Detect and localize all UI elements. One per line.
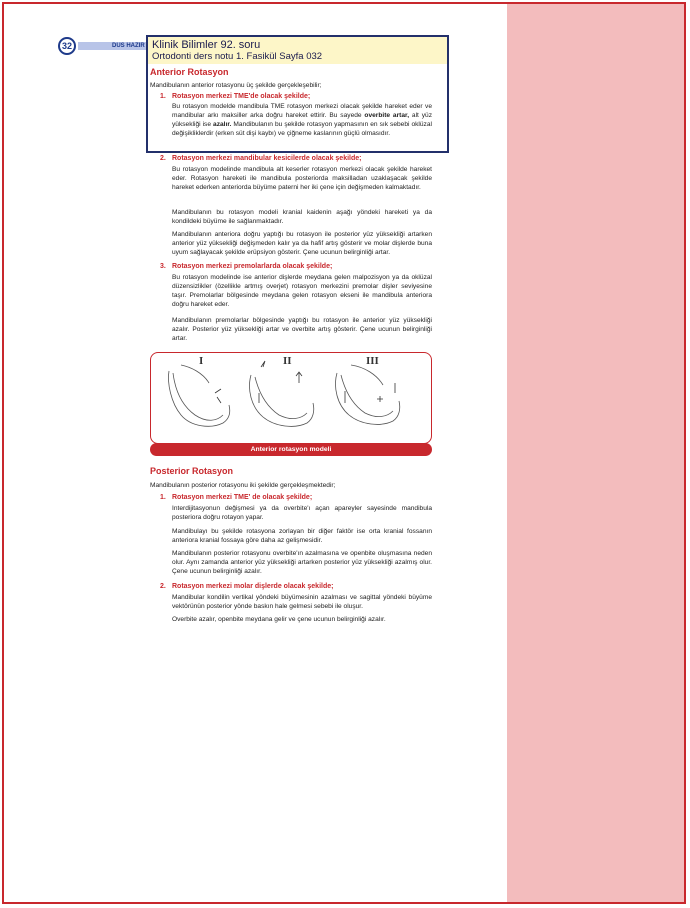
paragraph: Overbite azalır, openbite meydana gelir ve çene ucunun belirginliği azalır. — [172, 616, 386, 623]
anterior-rotation-figure — [150, 352, 432, 444]
paragraph: Mandibulanın bu rotasyon modeli kranial kaidenin aşağı yöndeki hareketi ya da kondildeki büyüme ile sağlanmaktadır. — [172, 209, 432, 225]
figure-label-2: II — [283, 355, 292, 367]
anterior-intro: Mandibulanın anterior rotasyonu üç şekilde gerçekleşebilir; — [150, 82, 322, 89]
posterior-intro: Mandibulanın posterior rotasyonu iki şekilde gerçekleşmektedir; — [150, 482, 336, 489]
item-heading: Rotasyon merkezi molar dişlerde olacak şekilde; — [172, 583, 334, 590]
paragraph: Mandibulanın anteriora doğru yaptığı bu rotasyon ile posterior yüz yüksekliği artarken anterior yüz yüksekliği değişmeden kalır ya da hafif artış gösterir ve molar dişlerde buna uyum sağlayacak şekilde erüpsiyon gösterir. Çene ucunun belirginliği artar. — [172, 231, 432, 256]
posterior-title: Posterior Rotasyon — [150, 466, 234, 476]
item-number: 2. — [160, 583, 166, 590]
running-header: DUS HAZIR — [78, 42, 148, 50]
item-heading: Rotasyon merkezi TME'de olacak şekilde; — [172, 93, 311, 100]
figure-caption: Anterior rotasyon modeli — [150, 443, 432, 456]
paragraph: Mandibulanın posterior rotasyonu overbite'ın azalmasına ve openbite oluşmasına neden olur. Aynı zamanda anterior yüz yüksekliği artarken posterior yüz yüksekliği azalmış olur. Çene ucunun belirginliği azalır. — [172, 550, 432, 575]
annotation-box — [146, 35, 449, 153]
paragraph: Mandibulanın premolarlar bölgesinde yaptığı bu rotasyon ile anterior yüz yüksekliği azalır. Posterior yüz yüksekliği artar ve overbite artış gösterir. Çene ucunun belirginliği artar. — [172, 317, 432, 342]
item-number: 2. — [160, 155, 166, 162]
side-margin-panel — [507, 4, 684, 902]
page-number: 32 — [58, 37, 76, 55]
mandible-sketches — [151, 353, 431, 443]
annotation-title: Klinik Bilimler 92. soru — [152, 39, 261, 51]
paragraph: Bu rotasyon modelinde ise anterior dişlerde meydana gelen malpozisyon ya da oklüzal düzensizlikler (özellikle artmış overjet) rotasyon merkezini premolar dişler seviyesine taşır. Premolarlar bölgesinde meydana gelen rotasyon ekseni ile mandibula anteriora doğru hareket eder. — [172, 274, 432, 308]
paragraph: Mandibulayı bu şekilde rotasyona zorlayan bir diğer faktör ise orta kranial fossanın anteriora kranial fossaya göre daha az gelişmesidir. — [172, 528, 432, 544]
figure-label-3: III — [366, 355, 379, 367]
item-number: 3. — [160, 263, 166, 270]
paragraph: Mandibular kondilin vertikal yöndeki büyümesinin azalması ve sagittal yöndeki büyüme vektörünün posterior yönde baskın hale gelmesi sebebi ile oluşur. — [172, 594, 432, 610]
paragraph: Bu rotasyon modelde mandibula TME rotasyon merkezi olacak şekilde hareket eder ve mandibular arkı maksiller arka doğru hareket ettirir. Bu sayede overbite artar, alt yüz yüksekliği ise azalır. Mandibulanın bu şekilde rotasyon yapmasının en sık sebebi oklüzal değişikliklerdir (erken süt dişi kaybı) ve çiğneme kaslarının güçlü olmasıdır. — [172, 103, 432, 137]
figure-label-1: I — [199, 355, 204, 367]
item-number: 1. — [160, 494, 166, 501]
item-heading: Rotasyon merkezi TME' de olacak şekilde; — [172, 494, 313, 501]
annotation-header — [148, 37, 447, 64]
item-heading: Rotasyon merkezi mandibular kesicilerde olacak şekilde; — [172, 155, 362, 162]
item-number: 1. — [160, 93, 166, 100]
item-heading: Rotasyon merkezi premolarlarda olacak şekilde; — [172, 263, 333, 270]
annotation-subtitle: Ortodonti ders notu 1. Fasikül Sayfa 032 — [152, 51, 323, 62]
paragraph: Interdijitasyonun değişmesi ya da overbite'ı açan apareyler sayesinde mandibula posteriora doğru rotayon yapar. — [172, 505, 432, 521]
paragraph: Bu rotasyon modelinde mandibula alt keserler rotasyon merkezi olacak şekilde hareket eder. Rotasyon hareketi ile mandibula posteriorda maksilladan uzaklaşacak şekilde hareket ederken anteriorda büyüme paterni her iki çene için değişmeden kalmaktadır. — [172, 166, 432, 191]
anterior-title: Anterior Rotasyon — [150, 67, 229, 77]
